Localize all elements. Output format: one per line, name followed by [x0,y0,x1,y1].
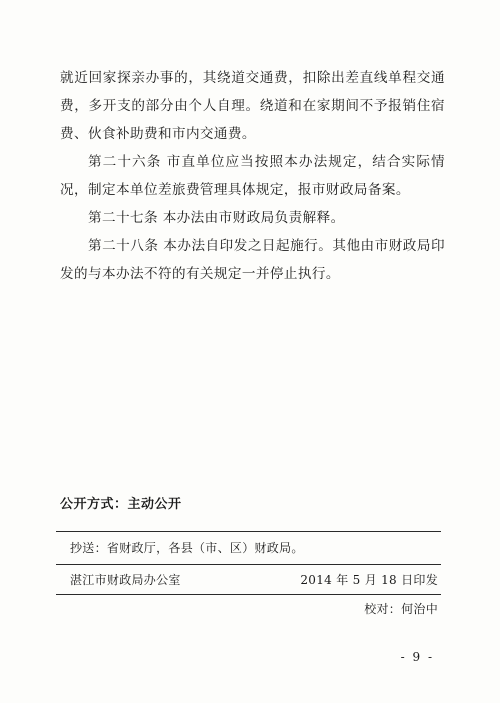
footer-rule-bottom [56,594,441,595]
paragraph-article-26: 第二十六条 市直单位应当按照本办法规定，结合实际情况，制定本单位差旅费管理具体规定，报市财政局备案。 [60,154,445,198]
paragraph-article-28: 第二十八条 本办法自印发之日起施行。其他由市财政局印发的与本办法不符的有关规定一并停止执行。 [60,238,445,282]
cc-recipients: 抄送：省财政厅，各县（市、区）财政局。 [70,541,304,555]
page-number: - 9 - [400,650,434,664]
footer-rule-top [56,531,441,532]
issuing-office: 湛江市财政局办公室 [70,573,181,587]
body-text [60,64,445,288]
disclosure-method: 公开方式：主动公开 [60,497,182,512]
proofreader: 校对：何治中 [364,602,438,616]
print-date: 2014 年 5 月 18 日印发 [300,573,438,587]
paragraph-article-27: 第二十七条 本办法由市财政局负责解释。 [88,210,345,226]
paragraph-continuation: 就近回家探亲办事的，其绕道交通费，扣除出差直线单程交通费，多开支的部分由个人自理。绕道和在家期间不予报销住宿费、伙食补助费和市内交通费。 [60,70,445,142]
footer-rule-middle [56,564,441,565]
